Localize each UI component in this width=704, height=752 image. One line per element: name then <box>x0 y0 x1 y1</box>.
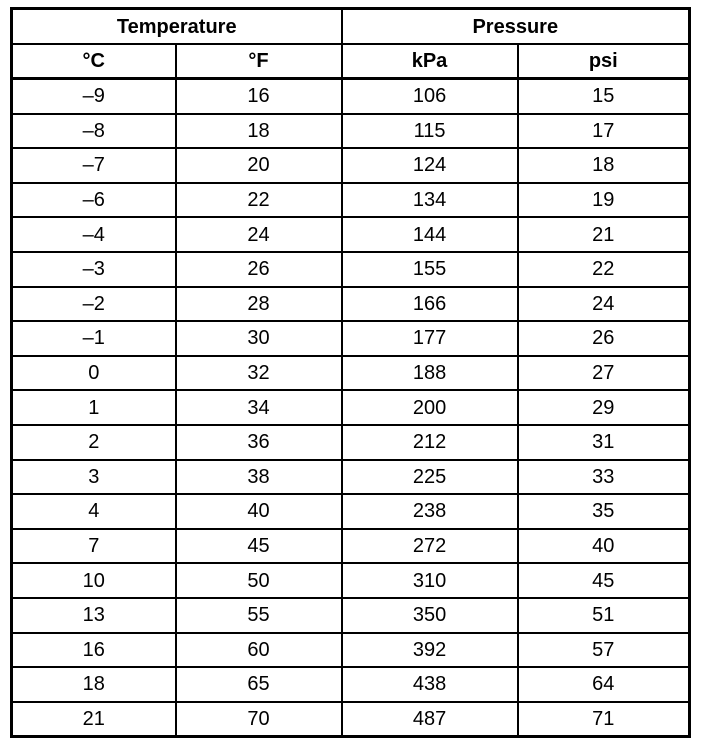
table-row <box>12 287 690 322</box>
table-row <box>12 598 690 633</box>
pressure-header: Pressure <box>342 9 690 45</box>
table-row <box>12 321 690 356</box>
psi-cell: 71 <box>518 702 690 737</box>
kpa-cell: 144 <box>342 217 518 252</box>
kpa-cell: 200 <box>342 390 518 425</box>
celsius-cell: 2 <box>12 425 176 460</box>
celsius-header: °C <box>12 44 176 79</box>
kpa-cell: 350 <box>342 598 518 633</box>
celsius-cell: –3 <box>12 252 176 287</box>
psi-cell: 33 <box>518 460 690 495</box>
psi-cell: 22 <box>518 252 690 287</box>
fahrenheit-cell: 32 <box>176 356 342 391</box>
kpa-cell: 115 <box>342 114 518 149</box>
fahrenheit-cell: 16 <box>176 79 342 114</box>
table-row <box>12 252 690 287</box>
unit-header-row <box>12 44 690 79</box>
kpa-cell: 212 <box>342 425 518 460</box>
kpa-cell: 238 <box>342 494 518 529</box>
kpa-header: kPa <box>342 44 518 79</box>
table-row <box>12 183 690 218</box>
fahrenheit-cell: 22 <box>176 183 342 218</box>
celsius-cell: 4 <box>12 494 176 529</box>
fahrenheit-cell: 30 <box>176 321 342 356</box>
celsius-cell: 10 <box>12 563 176 598</box>
table-row <box>12 494 690 529</box>
celsius-cell: –8 <box>12 114 176 149</box>
psi-cell: 51 <box>518 598 690 633</box>
celsius-cell: –2 <box>12 287 176 322</box>
table-row <box>12 114 690 149</box>
psi-cell: 31 <box>518 425 690 460</box>
temperature-header: Temperature <box>12 9 342 45</box>
psi-cell: 27 <box>518 356 690 391</box>
psi-cell: 19 <box>518 183 690 218</box>
psi-cell: 57 <box>518 633 690 668</box>
psi-cell: 24 <box>518 287 690 322</box>
fahrenheit-cell: 20 <box>176 148 342 183</box>
celsius-cell: 13 <box>12 598 176 633</box>
kpa-cell: 225 <box>342 460 518 495</box>
kpa-cell: 166 <box>342 287 518 322</box>
fahrenheit-header: °F <box>176 44 342 79</box>
table-row <box>12 356 690 391</box>
celsius-cell: 1 <box>12 390 176 425</box>
celsius-cell: 18 <box>12 667 176 702</box>
table-row <box>12 702 690 737</box>
table-row <box>12 563 690 598</box>
kpa-cell: 272 <box>342 529 518 564</box>
fahrenheit-cell: 55 <box>176 598 342 633</box>
psi-cell: 40 <box>518 529 690 564</box>
fahrenheit-cell: 28 <box>176 287 342 322</box>
table-row <box>12 79 690 114</box>
fahrenheit-cell: 38 <box>176 460 342 495</box>
celsius-cell: 7 <box>12 529 176 564</box>
kpa-cell: 392 <box>342 633 518 668</box>
fahrenheit-cell: 40 <box>176 494 342 529</box>
table-body <box>12 79 690 737</box>
psi-cell: 21 <box>518 217 690 252</box>
celsius-cell: –4 <box>12 217 176 252</box>
celsius-cell: 21 <box>12 702 176 737</box>
celsius-cell: –7 <box>12 148 176 183</box>
psi-header: psi <box>518 44 690 79</box>
fahrenheit-cell: 34 <box>176 390 342 425</box>
table-row <box>12 667 690 702</box>
fahrenheit-cell: 70 <box>176 702 342 737</box>
group-header-row <box>12 9 690 45</box>
table-header <box>12 9 690 79</box>
fahrenheit-cell: 60 <box>176 633 342 668</box>
fahrenheit-cell: 18 <box>176 114 342 149</box>
kpa-cell: 134 <box>342 183 518 218</box>
table-row <box>12 460 690 495</box>
kpa-cell: 124 <box>342 148 518 183</box>
psi-cell: 15 <box>518 79 690 114</box>
table-row <box>12 633 690 668</box>
fahrenheit-cell: 50 <box>176 563 342 598</box>
table-row <box>12 148 690 183</box>
psi-cell: 26 <box>518 321 690 356</box>
celsius-cell: 3 <box>12 460 176 495</box>
table-row <box>12 425 690 460</box>
psi-cell: 18 <box>518 148 690 183</box>
psi-cell: 64 <box>518 667 690 702</box>
pressure-temperature-table <box>10 7 691 738</box>
kpa-cell: 177 <box>342 321 518 356</box>
celsius-cell: –1 <box>12 321 176 356</box>
fahrenheit-cell: 36 <box>176 425 342 460</box>
kpa-cell: 438 <box>342 667 518 702</box>
kpa-cell: 188 <box>342 356 518 391</box>
celsius-cell: 0 <box>12 356 176 391</box>
celsius-cell: –6 <box>12 183 176 218</box>
fahrenheit-cell: 45 <box>176 529 342 564</box>
celsius-cell: –9 <box>12 79 176 114</box>
kpa-cell: 155 <box>342 252 518 287</box>
psi-cell: 45 <box>518 563 690 598</box>
psi-cell: 29 <box>518 390 690 425</box>
table-row <box>12 217 690 252</box>
table-row <box>12 390 690 425</box>
fahrenheit-cell: 24 <box>176 217 342 252</box>
fahrenheit-cell: 65 <box>176 667 342 702</box>
psi-cell: 35 <box>518 494 690 529</box>
psi-cell: 17 <box>518 114 690 149</box>
table-row <box>12 529 690 564</box>
celsius-cell: 16 <box>12 633 176 668</box>
kpa-cell: 487 <box>342 702 518 737</box>
kpa-cell: 310 <box>342 563 518 598</box>
fahrenheit-cell: 26 <box>176 252 342 287</box>
kpa-cell: 106 <box>342 79 518 114</box>
